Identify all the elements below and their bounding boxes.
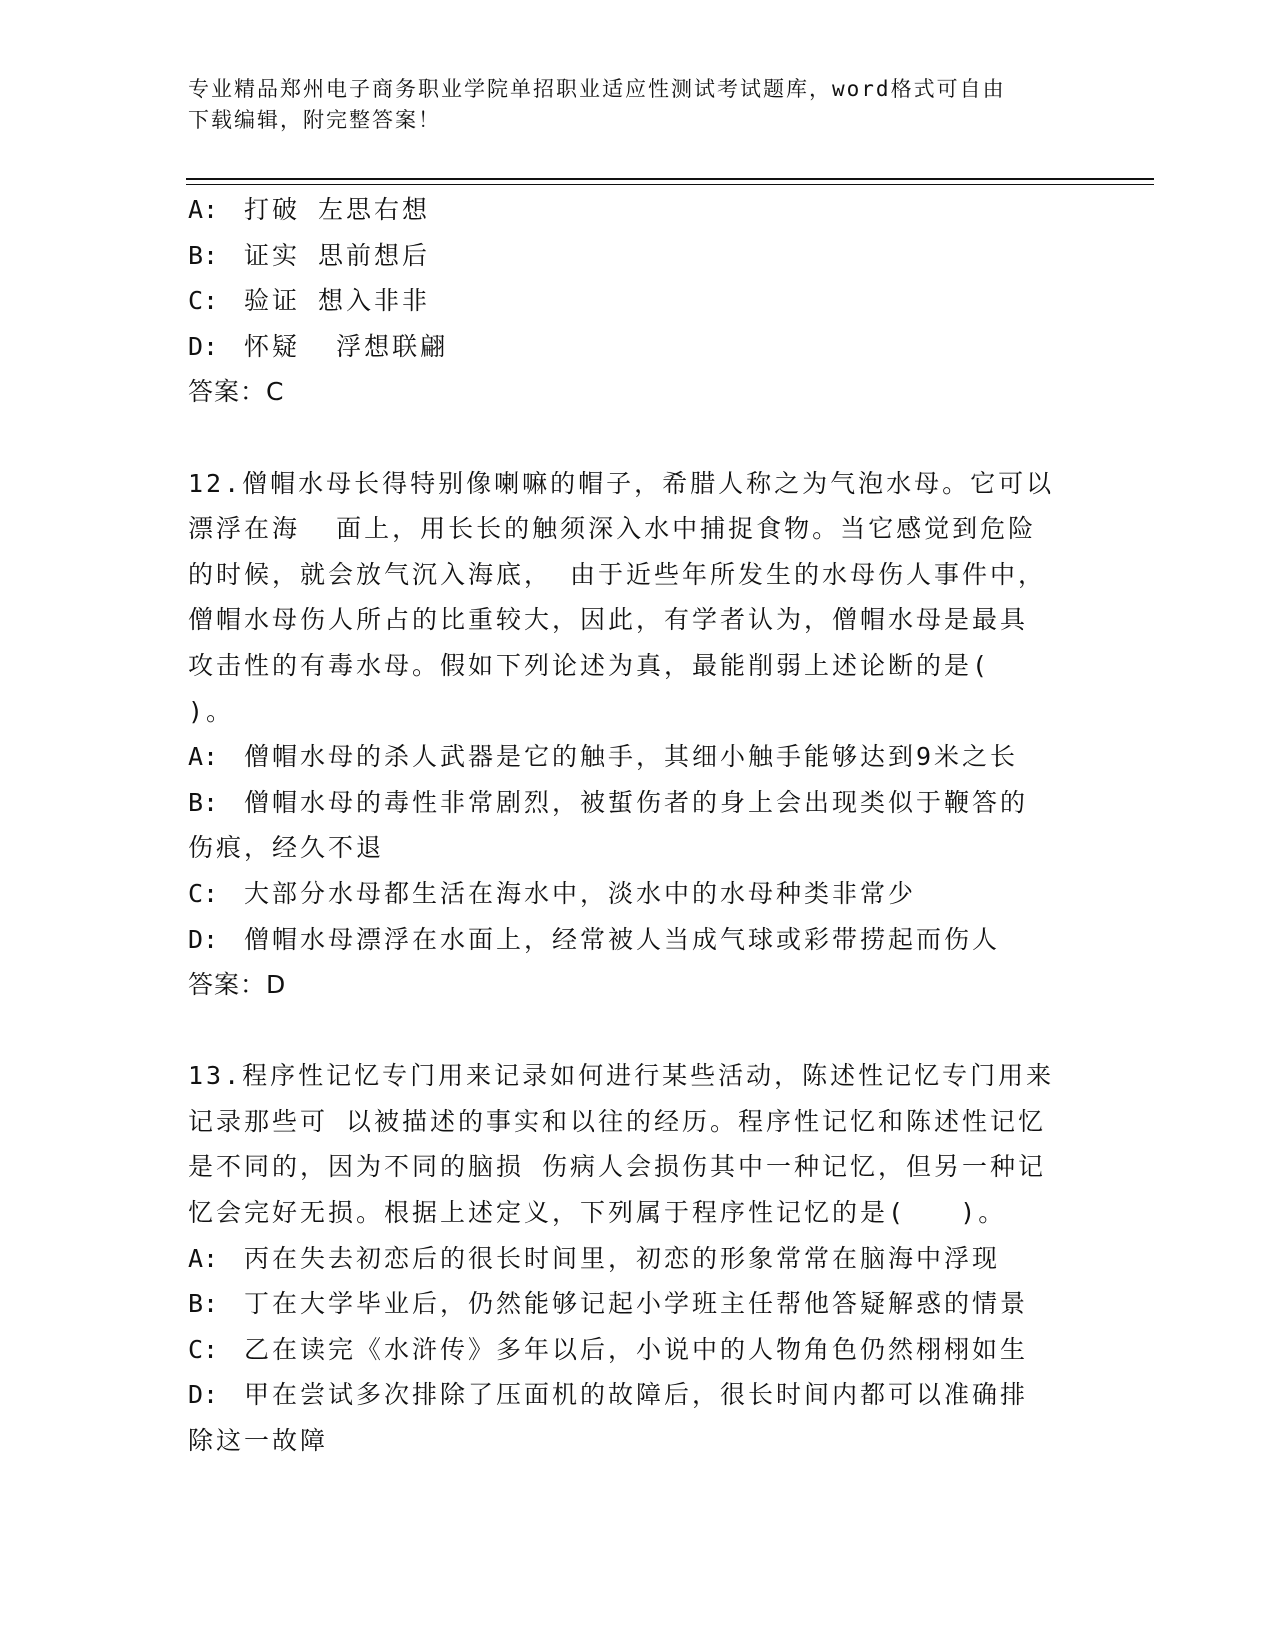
header-rule-thick — [186, 178, 1154, 180]
option-d: D: 怀疑 浮想联翩 — [188, 331, 449, 361]
question-text-line: 忆会完好无损。根据上述定义，下列属于程序性记忆的是( )。 — [188, 1198, 1007, 1228]
question-text-line: 僧帽水母伤人所占的比重较大，因此，有学者认为，僧帽水母是最具 — [188, 605, 1029, 635]
spacer — [188, 415, 1068, 461]
option-b: B: 证实 思前想后 — [188, 240, 431, 270]
option-d: D: 僧帽水母漂浮在水面上，经常被人当成气球或彩带捞起而伤人 — [188, 924, 1001, 954]
option-d-continued: 除这一故障 — [188, 1426, 329, 1456]
option-b: B: 僧帽水母的毒性非常剧烈，被蜇伤者的身上会出现类似于鞭答的 — [188, 787, 1029, 817]
header-line-2: 下载编辑，附完整答案！ — [188, 108, 441, 132]
option-c: C: 乙在读完《水浒传》多年以后，小说中的人物角色仍然栩栩如生 — [188, 1334, 1029, 1364]
option-b-continued: 伤痕，经久不退 — [188, 833, 385, 863]
option-a: A: 打破 左思右想 — [188, 195, 431, 224]
question-12 — [188, 461, 1068, 1008]
question-13 — [188, 1053, 1068, 1463]
question-text-line: 的时候，就会放气沉入海底， 由于近些年所发生的水母伤人事件中， — [188, 559, 1047, 589]
answer-label: 答案：C — [188, 377, 285, 407]
question-text-line: 记录那些可 以被描述的事实和以往的经历。程序性记忆和陈述性记忆 — [188, 1106, 1047, 1136]
option-b: B: 丁在大学毕业后，仍然能够记起小学班主任帮他答疑解惑的情景 — [188, 1289, 1029, 1319]
question-text-line: 漂浮在海 面上，用长长的触须深入水中捕捉食物。当它感觉到危险 — [188, 514, 1037, 544]
question-11 — [188, 187, 1068, 415]
option-c: C: 大部分水母都生活在海水中，淡水中的水母种类非常少 — [188, 878, 917, 908]
option-a: A: 僧帽水母的杀人武器是它的触手，其细小触手能够达到9米之长 — [188, 742, 1019, 772]
option-a: A: 丙在失去初恋后的很长时间里，初恋的形象常常在脑海中浮现 — [188, 1243, 1001, 1273]
option-d: D: 甲在尝试多次排除了压面机的故障后，很长时间内都可以准确排 — [188, 1380, 1029, 1410]
header-rule-thin — [186, 184, 1154, 185]
page-header — [188, 74, 1068, 136]
answer-label: 答案：D — [188, 970, 287, 1000]
spacer — [188, 1008, 1068, 1054]
header-line-1: 专业精品郑州电子商务职业学院单招职业适应性测试考试题库，word格式可自由 — [188, 77, 1006, 101]
option-c: C: 验证 想入非非 — [188, 286, 431, 316]
question-text-line: )。 — [188, 696, 235, 726]
exam-content — [188, 187, 1068, 1464]
question-text-line: 13.程序性记忆专门用来记录如何进行某些活动，陈述性记忆专门用来 — [188, 1061, 1055, 1091]
question-text-line: 攻击性的有毒水母。假如下列论述为真，最能削弱上述论断的是( — [188, 650, 991, 680]
question-text-line: 是不同的，因为不同的脑损 伤病人会损伤其中一种记忆，但另一种记 — [188, 1152, 1047, 1182]
question-text-line: 12.僧帽水母长得特别像喇嘛的帽子，希腊人称之为气泡水母。它可以 — [188, 468, 1055, 498]
